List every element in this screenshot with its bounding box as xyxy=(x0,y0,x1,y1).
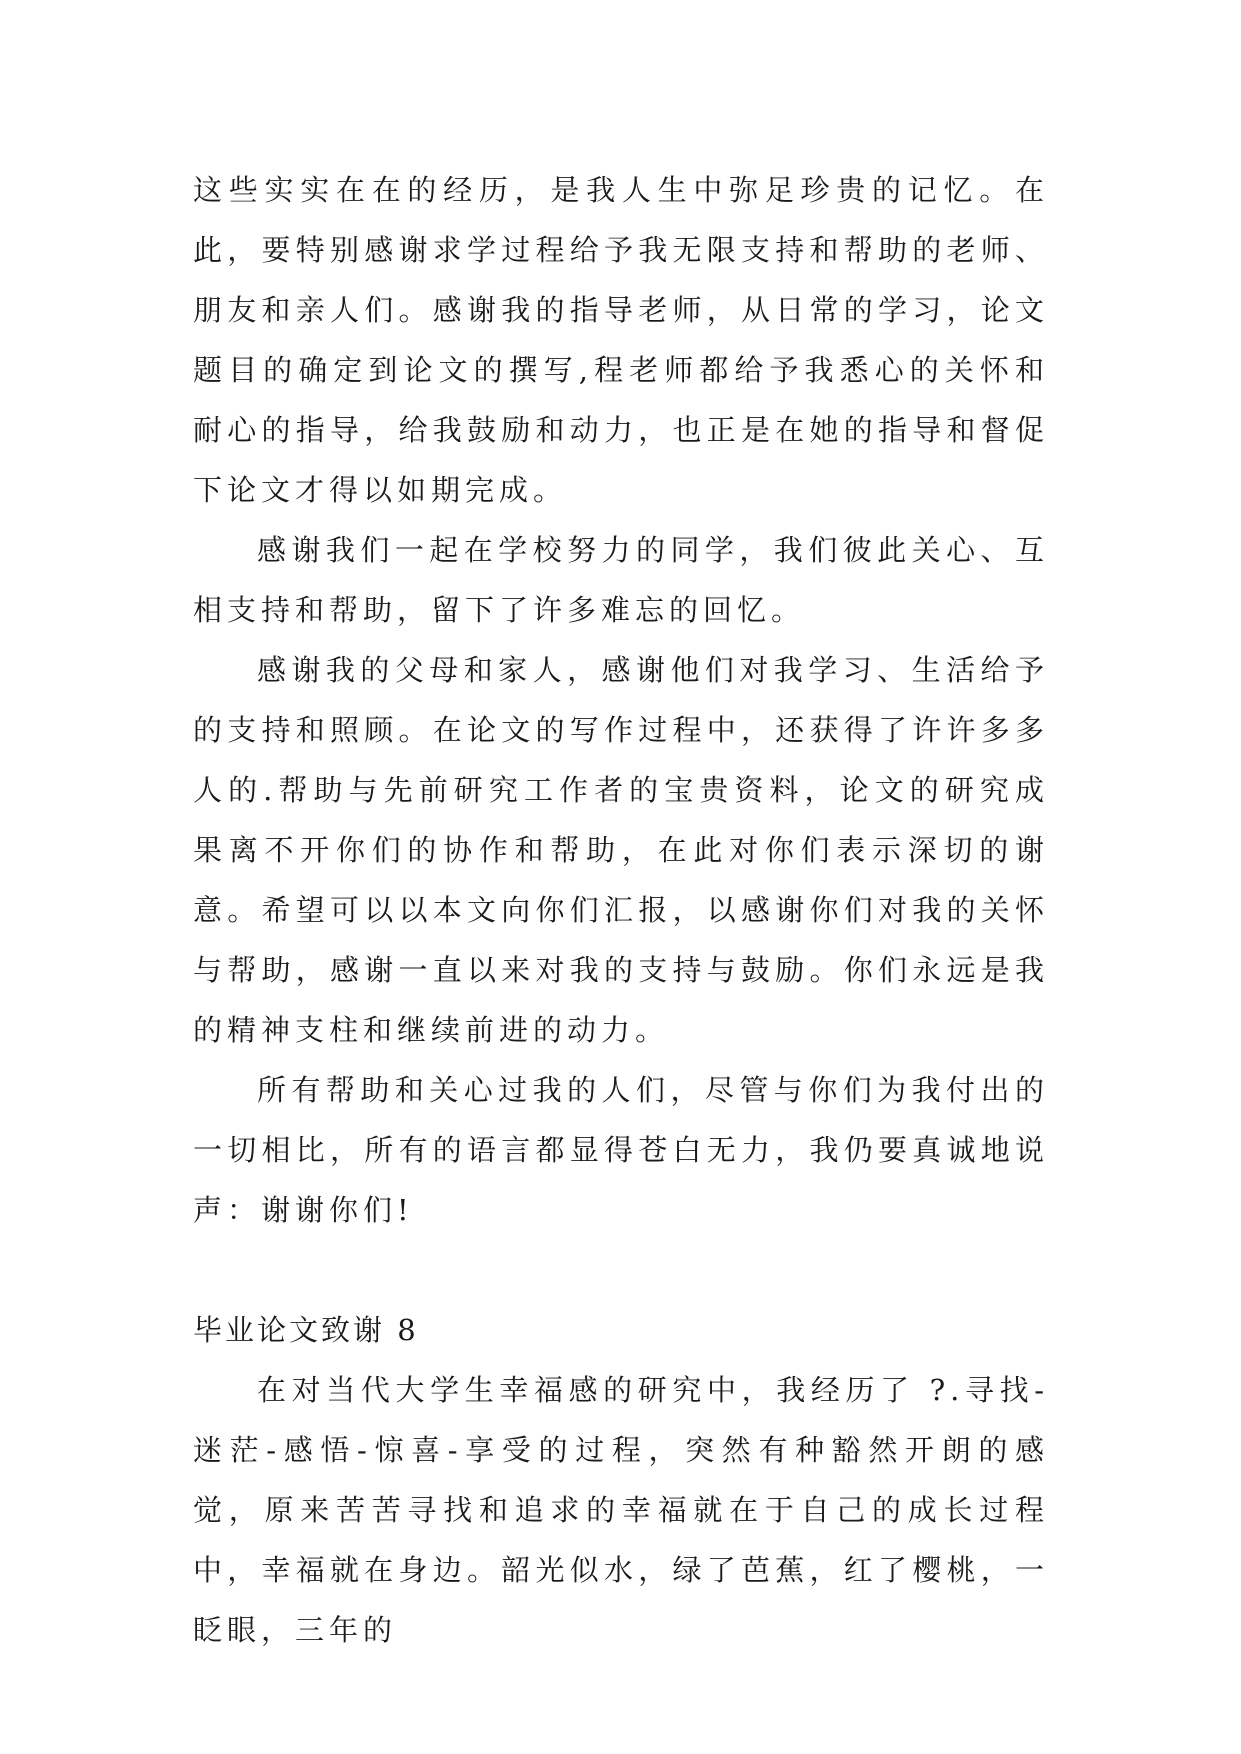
paragraph-classmates: 感谢我们一起在学校努力的同学，我们彼此关心、互相支持和帮助，留下了许多难忘的回忆。 xyxy=(193,533,1049,627)
paragraph-all-helpers: 所有帮助和关心过我的人们，尽管与你们为我付出的一切相比，所有的语言都显得苍白无力，我仍要真诚地说声：谢谢你们! xyxy=(193,1073,1049,1227)
document-page xyxy=(193,160,1049,1660)
paragraph-family: 感谢我的父母和家人，感谢他们对我学习、生活给予的支持和照顾。在论文的写作过程中，还获得了许许多多人的.帮助与先前研究工作者的宝贵资料，论文的研究成果离不开你们的协作和帮助，在此对你们表示深切的谢意。希望可以以本文向你们汇报，以感谢你们对我的关怀与帮助，感谢一直以来对我的支持与鼓励。你们永远是我的精神支柱和继续前进的动力。 xyxy=(193,653,1049,1047)
section-heading: 毕业论文致谢 8 xyxy=(193,1313,419,1347)
paragraph-experience: 这些实实在在的经历，是我人生中弥足珍贵的记忆。在此，要特别感谢求学过程给予我无限支持和帮助的老师、朋友和亲人们。感谢我的指导老师，从日常的学习，论文题目的确定到论文的撰写,程老师都给予我悉心的关怀和耐心的指导，给我鼓励和动力，也正是在她的指导和督促下论文才得以如期完成。 xyxy=(193,173,1049,507)
paragraph-happiness-research: 在对当代大学生幸福感的研究中，我经历了 ?.寻找-迷茫-感悟-惊喜-享受的过程，突然有种豁然开朗的感觉，原来苦苦寻找和追求的幸福就在于自己的成长过程中，幸福就在身边。韶光似水，绿了芭蕉，红了樱桃，一眨眼，三年的 xyxy=(193,1373,1049,1647)
